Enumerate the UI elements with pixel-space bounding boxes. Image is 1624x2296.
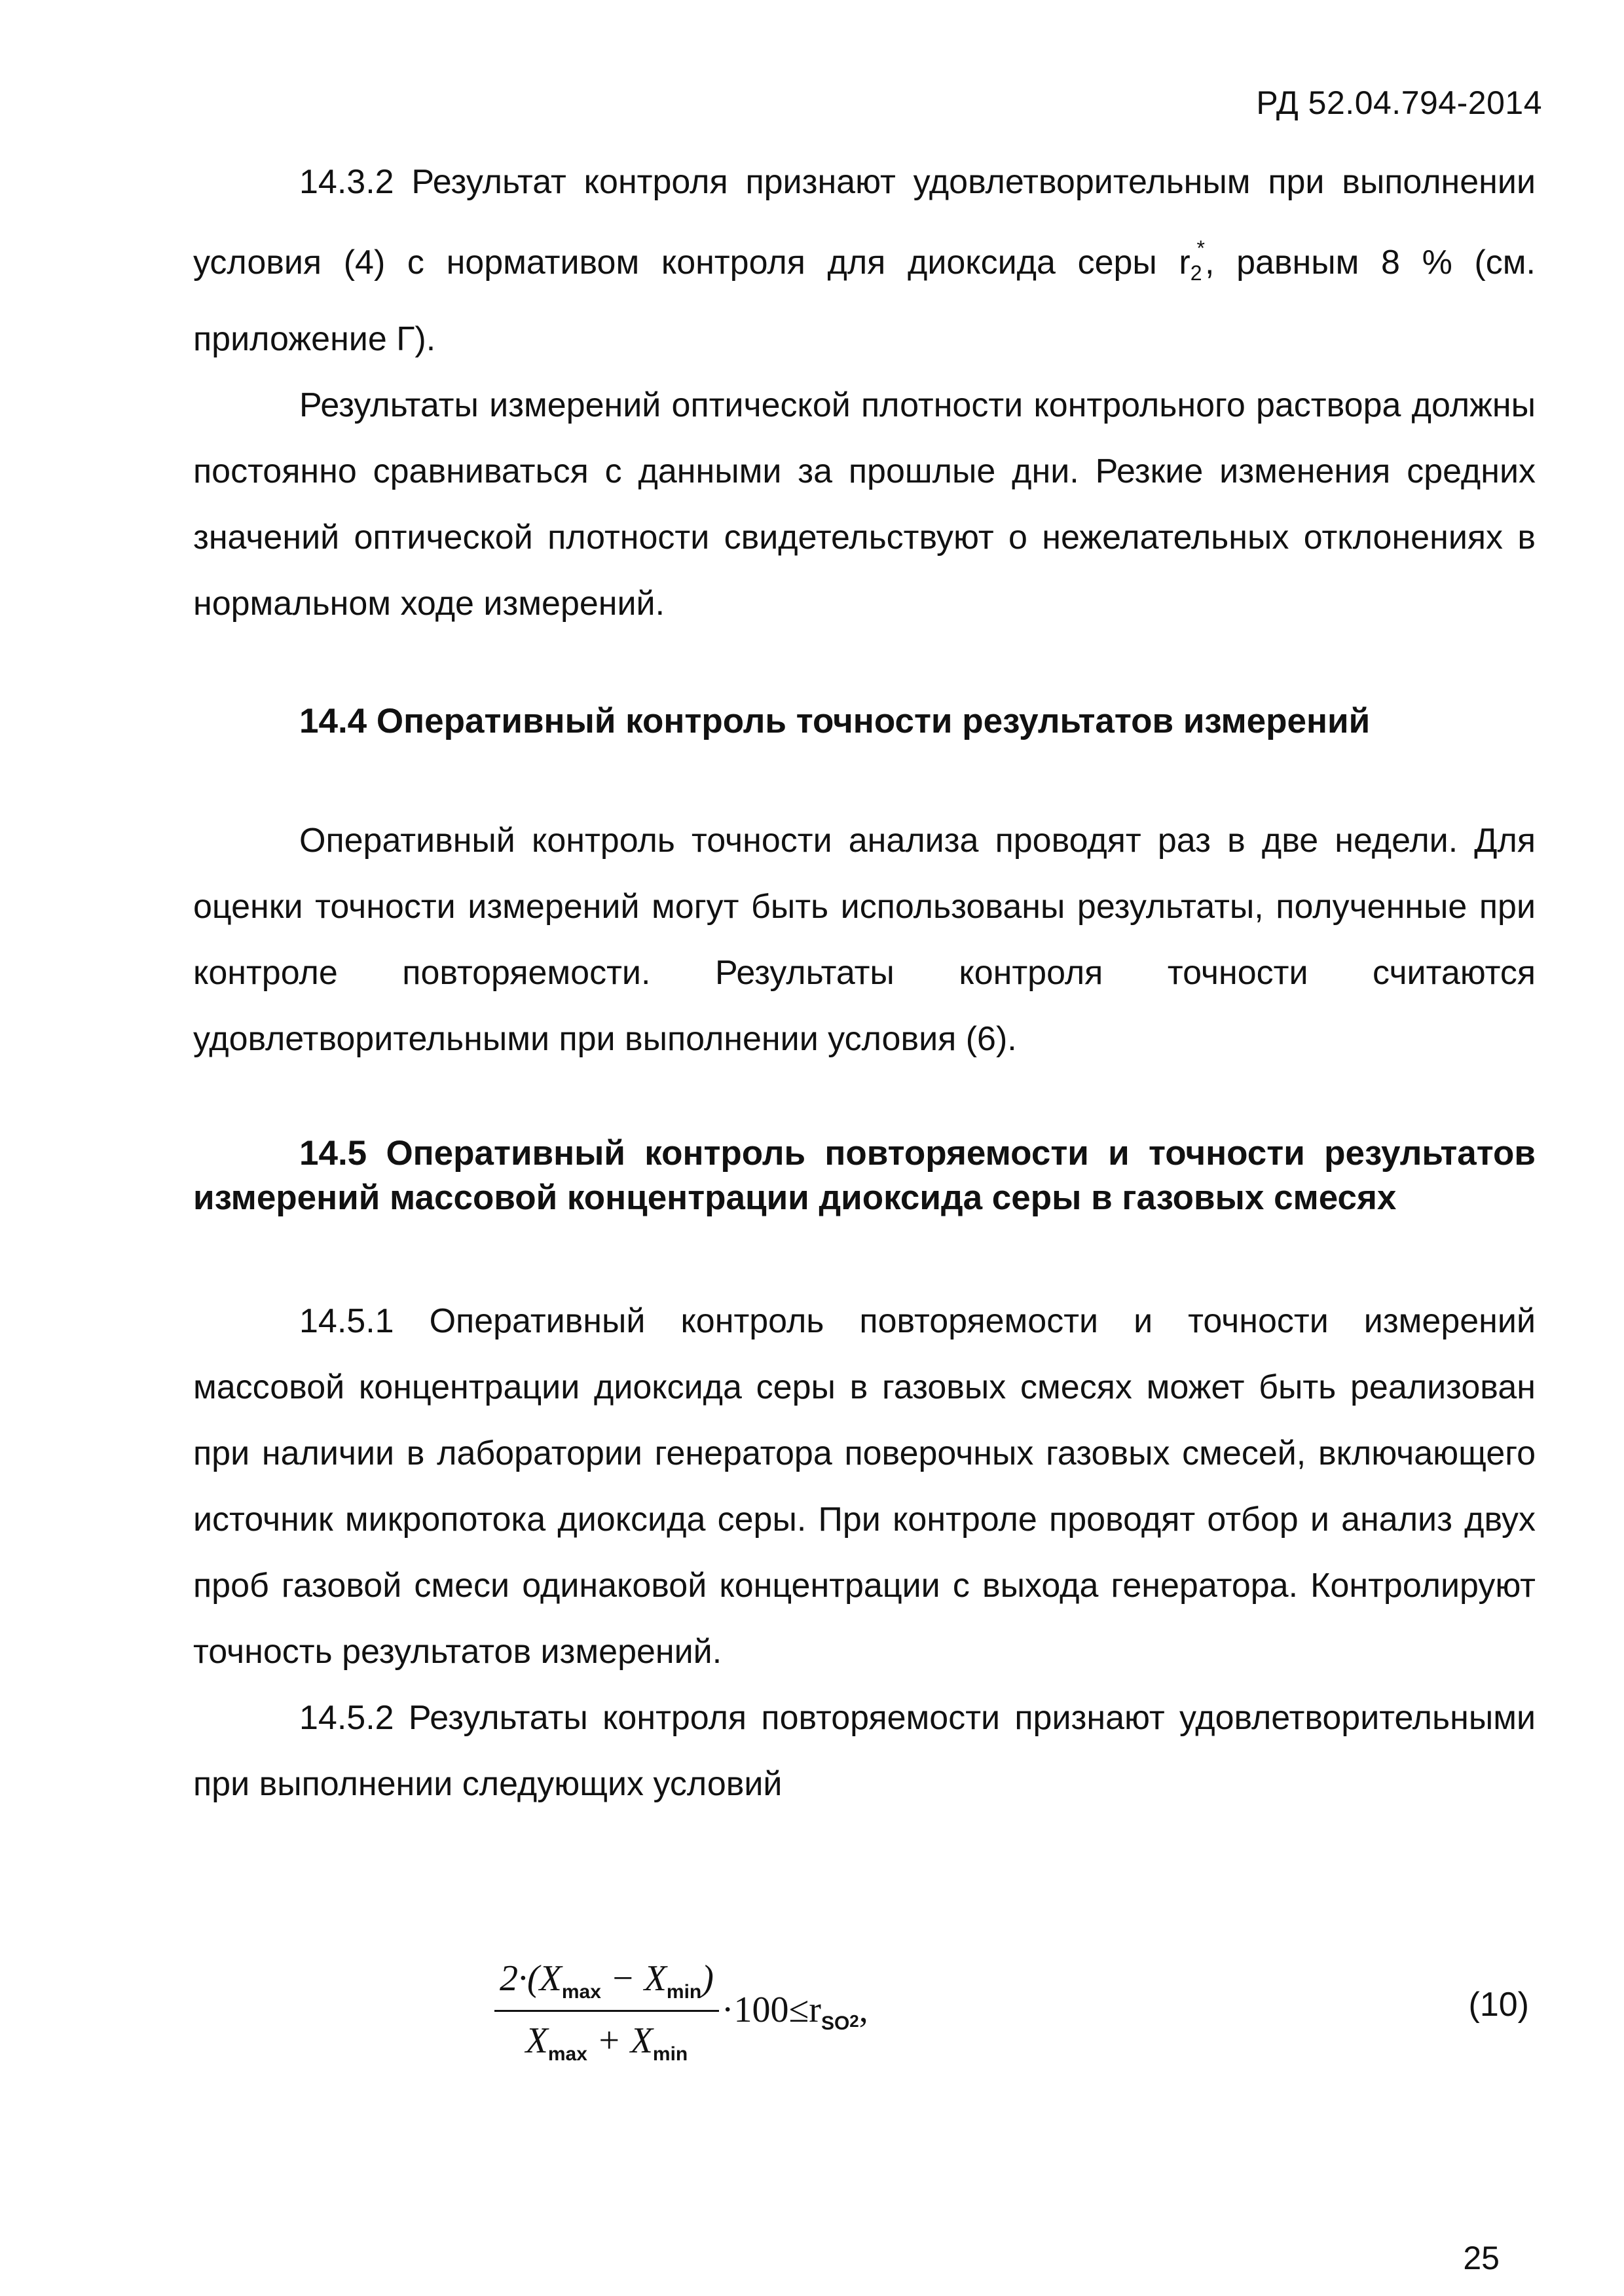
page-number: 25 — [1463, 2240, 1500, 2276]
formula-inequality: $\cdot 100\le r_{SO}2$, — [721, 1989, 868, 2034]
paragraph-14-4-accuracy: Оперативный контроль точности анализа проводят раз в две недели. Для оценки точности измерений могут быть использованы результаты, полученные при контроле повторяемости. Результаты контроля точности считаются удовлетворительными при выполнении условия (6). — [193, 822, 1536, 1058]
equation-number: (10) — [1468, 1986, 1529, 2024]
page-content — [193, 149, 1536, 1817]
r2-subscript: 2 — [1190, 261, 1202, 285]
heading-14-4: 14.4 Оперативный контроль точности результатов измерений — [299, 702, 1371, 740]
formula-10-row — [193, 1958, 1536, 2102]
r2-asterisk: * — [1196, 236, 1205, 260]
paragraph-14-3-2-text-b: , равным 8 % (см. приложение Г). — [193, 244, 1536, 358]
paragraph-14-5-1: 14.5.1 Оперативный контроль повторяемости и точности измерений массовой концентрации диоксида серы в газовых смесях может быть реализован при наличии в лаборатории генератора поверочных газовых смесей, включающего источник микропотока диоксида серы. При контроле проводят отбор и анализ двух проб газовой смеси одинаковой концентрации с выхода генератора. Контролируют точность результатов измерений. — [193, 1302, 1536, 1671]
formula-fraction — [494, 1958, 719, 2066]
heading-14-5: 14.5 Оперативный контроль повторяемости и точности результатов измерений массовой концентрации диоксида серы в газовых смесях — [193, 1134, 1536, 1217]
formula-10 — [494, 1958, 868, 2066]
paragraph-14-3-2 — [193, 149, 1536, 373]
paragraph-14-3-2-text-a: 14.3.2 Результат контроля признают удовлетворительным при выполнении условия (4) с нормативом контроля для диоксида серы r — [193, 163, 1536, 282]
formula-denominator: $X_{max} + X_{min}$ — [525, 2020, 688, 2065]
paragraph-optical-density: Результаты измерений оптической плотности контрольного раствора должны постоянно сравниваться с данными за прошлые дни. Резкие изменения средних значений оптической плотности свидетельствуют о нежелательных отклонениях в нормальном ходе измерений. — [193, 386, 1536, 623]
formula-numerator: $2\cdot(X_{max} - X_{min})$ — [494, 1958, 719, 2012]
document-code: РД 52.04.794-2014 — [1256, 84, 1542, 121]
paragraph-14-5-2: 14.5.2 Результаты контроля повторяемости признают удовлетворительными при выполнении следующих условий — [193, 1699, 1536, 1803]
